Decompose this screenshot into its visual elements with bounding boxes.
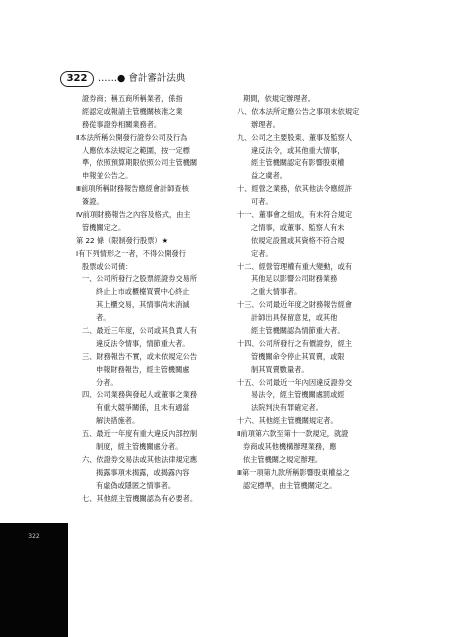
text-line: 七、其他經主管機關認為有必要者。 [82, 493, 198, 503]
text-line: 十六、其他經主管機關規定者。 [237, 416, 338, 426]
text-line: 十四、公司所發行之有價證券，經主 [237, 338, 353, 348]
text-line: Ⅳ前項財務報告之內容及格式，由主 [76, 210, 191, 220]
text-line: 十一、董事會之組成，有未符合規定 [237, 210, 353, 220]
text-line: 有重大競爭關係，且未有適當 [96, 403, 190, 413]
text-line: 分者。 [96, 377, 118, 387]
page-number-badge: 322 [60, 71, 94, 87]
text-line: 者。 [96, 313, 111, 323]
text-line: 第 22 條（限制發行股票）★ [76, 235, 169, 245]
text-line: 之情事，或董事、監察人有未 [251, 222, 345, 232]
text-line: 三、財務報告不實，或未依規定公告 [82, 351, 198, 361]
text-line: 違反法令，或其他重大情事， [251, 145, 345, 155]
text-line: 申報財務報告，經主管機關處 [96, 364, 190, 374]
text-line: 有虛偽或隱匿之情事者。 [96, 480, 176, 490]
text-line: 計師出具保留意見，或其他 [251, 313, 338, 323]
text-line: Ⅱ前項第六款至第十一款規定，就證 [237, 429, 349, 439]
text-line: 十二、經營管理權有重大變動，或有 [237, 261, 353, 271]
text-line: 八、依本法所定應公告之事項未依規定 [237, 106, 360, 116]
page-header [60, 70, 390, 88]
header-dots: ……● [98, 73, 126, 84]
text-line: Ⅰ有下列情形之一者，不得公開發行 [76, 248, 186, 258]
text-line: 依主管機關之規定辦理。 [243, 454, 323, 464]
text-line: 期間，依規定辦理者。 [243, 94, 315, 103]
page-edge-tab [0, 523, 68, 637]
text-line: 申報並公告之。 [82, 171, 133, 181]
text-line: 股票或公司債： [82, 261, 133, 271]
text-line: 管機關定之。 [82, 222, 126, 232]
text-line: 終止上市或櫃檯買賣中心終止 [96, 287, 190, 297]
text-line: Ⅲ前項所稱財務報告應經會計師查核 [76, 184, 189, 194]
text-line: 十三、公司最近年度之財務報告經會 [237, 300, 353, 310]
text-line: 六、依證券交易法或其他法律規定應 [82, 454, 198, 464]
text-line: 簽證。 [82, 197, 104, 207]
text-line: 其上櫃交易，其情事尚未消滅 [96, 300, 190, 310]
text-line: 務從事證券相關業務者。 [82, 119, 162, 129]
text-line: 制度，經主管機關處分者。 [96, 442, 183, 452]
text-line: 五、最近一年度有重大違反內部控制 [82, 429, 198, 439]
text-line: 認定標準，由主管機關定之。 [243, 480, 337, 490]
text-line: 揭露事項未揭露，或揭露內容 [96, 467, 190, 477]
text-line: 二、最近三年度，公司或其負責人有 [82, 326, 198, 336]
text-line: 一、公司所發行之股票經證券交易所 [82, 274, 198, 284]
text-line: 可者。 [251, 197, 273, 207]
running-title [98, 72, 185, 86]
text-line: Ⅲ第一項第九款所稱影響股東權益之 [237, 467, 350, 477]
text-line: 十、經營之業務，依其他法令應經許 [237, 184, 353, 194]
right-text-column [237, 93, 392, 493]
text-line: 經主管機關認為情節重大者。 [251, 326, 345, 336]
text-line: Ⅱ本法所稱公開發行證券公司及行為 [76, 132, 188, 142]
text-line: 十五、公司最近一年內因違反證券交 [237, 377, 353, 387]
text-line: 依規定設置或其資格不符合規 [251, 235, 345, 245]
left-text-column [76, 93, 231, 506]
text-line: 法院判決有罪確定者。 [251, 403, 323, 413]
text-line: 券商或其他機構辦理業務，應 [243, 442, 337, 452]
text-line: 證券商；稱五商所稱業者，係指 [82, 94, 183, 103]
text-line: 定者。 [251, 248, 273, 258]
text-line: 其他足以影響公司財務業務 [251, 274, 338, 284]
book-title: 會計審計法典 [128, 73, 186, 84]
text-line: 解決措施者。 [96, 416, 140, 426]
text-line: 九、公司之主要股東、董事及監察人 [237, 132, 353, 142]
text-line: 經認定或報請主管機關核准之業 [82, 106, 183, 116]
text-line: 經主管機關認定有影響股東權 [251, 158, 345, 168]
text-line: 易法令，經主管機關處罰或經 [251, 390, 345, 400]
text-line: 辦理者。 [251, 119, 280, 129]
text-line: 人應依本法規定之範圍，按一定標 [82, 145, 190, 155]
text-line: 違反法令情事，情節重大者。 [96, 338, 190, 348]
text-line: 制其買賣數量者。 [251, 364, 309, 374]
edge-page-number: 322 [28, 533, 40, 540]
text-line: 準，依照預算期限依照公司主管機關 [82, 158, 198, 168]
text-line: 之重大情事者。 [251, 287, 302, 297]
text-line: 管機關命令停止其買賣，或限 [251, 351, 345, 361]
text-line: 四、公司業務與發起人或董事之業務 [82, 390, 198, 400]
text-line: 益之虞者。 [251, 171, 287, 181]
